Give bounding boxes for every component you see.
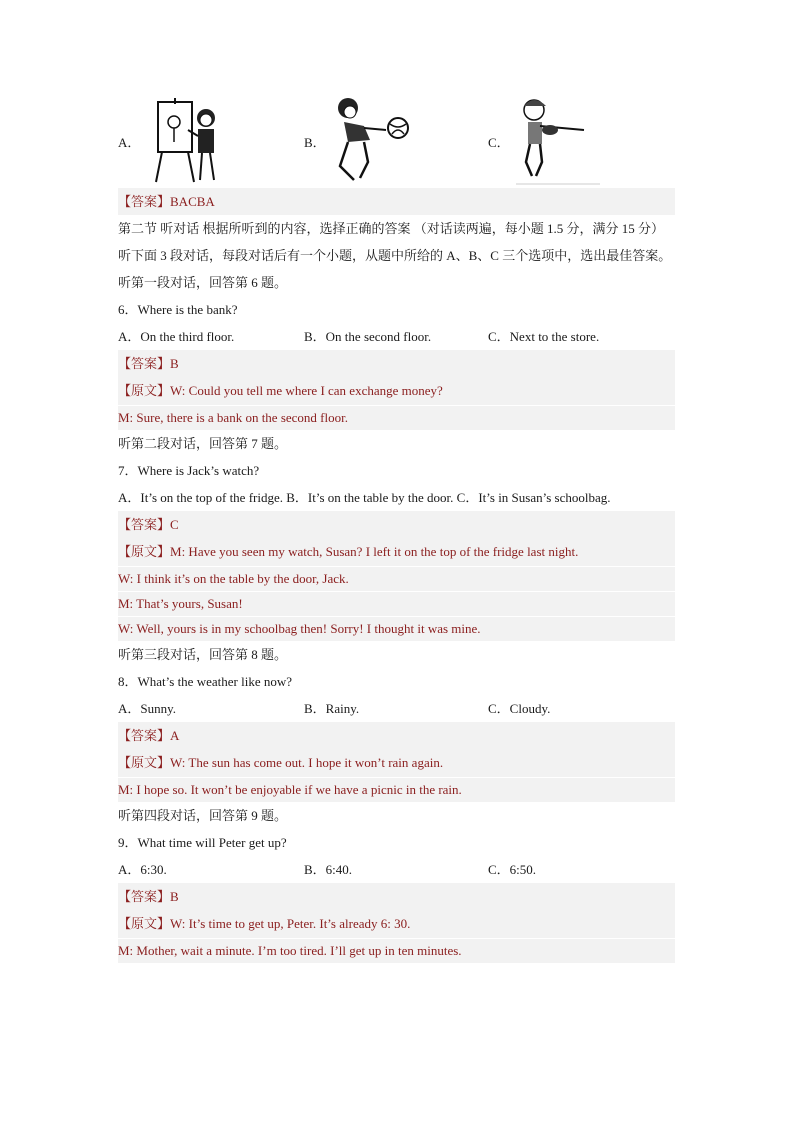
option-c: C．Cloudy. bbox=[488, 701, 551, 716]
dialogue3-intro: 听第三段对话，回答第 8 题。 bbox=[118, 647, 288, 662]
answer-tag: 【答案】 bbox=[118, 356, 171, 371]
transcript-q7 bbox=[118, 538, 675, 641]
question-6-options bbox=[118, 323, 675, 350]
transcript-tag: 【原文】 bbox=[118, 544, 171, 559]
transcript-q6 bbox=[118, 377, 675, 430]
dialogue4-intro: 听第四段对话，回答第 9 题。 bbox=[118, 808, 288, 823]
question-8-options bbox=[118, 695, 675, 722]
transcript-tag: 【原文】 bbox=[118, 383, 171, 398]
answer-block-q7 bbox=[118, 511, 675, 538]
transcript-tag: 【原文】 bbox=[118, 755, 171, 770]
transcript-q8 bbox=[118, 749, 675, 802]
painting-girl-picture bbox=[154, 96, 224, 184]
dialogue1-intro: 听第一段对话，回答第 6 题。 bbox=[118, 275, 288, 290]
option-a: A．Sunny. bbox=[118, 701, 177, 716]
transcript-line: 【原文】W: The sun has come out. I hope it won’t rain again. bbox=[118, 755, 444, 770]
answer-tag: 【答案】 bbox=[118, 194, 171, 209]
transcript-line: M: I hope so. It won’t be enjoyable if we have a picnic in the rain. bbox=[118, 777, 675, 802]
answer-block-q6 bbox=[118, 350, 675, 377]
transcript-line: W: I think it’s on the table by the door, Jack. bbox=[118, 566, 675, 591]
option-c-label: C． bbox=[488, 135, 510, 150]
option-a-label: A． bbox=[118, 135, 141, 150]
transcript-line: 【原文】M: Have you seen my watch, Susan? I left it on the top of the fridge last night. bbox=[118, 544, 579, 559]
question-7-options: A．It’s on the top of the fridge. B．It’s on the table by the door. C．It’s in Susan’s schoolbag. bbox=[118, 490, 611, 505]
question-8: 8．What’s the weather like now? bbox=[118, 674, 292, 689]
transcript-line: 【原文】W: Could you tell me where I can exchange money? bbox=[118, 383, 443, 398]
picture-options-row bbox=[118, 96, 675, 186]
answer-block-q9 bbox=[118, 883, 675, 910]
transcript-line: M: Sure, there is a bank on the second floor. bbox=[118, 405, 675, 430]
answer-text: C bbox=[170, 517, 179, 532]
answer-tag: 【答案】 bbox=[118, 728, 171, 743]
question-9-options bbox=[118, 856, 675, 883]
option-b: B．6:40. bbox=[304, 862, 353, 877]
section2-heading: 第二节 听对话 根据所听到的内容，选择正确的答案 （对话读两遍，每小题 1.5 分，满分 15 分） bbox=[118, 221, 665, 236]
answer-text: BACBA bbox=[170, 194, 215, 209]
transcript-line: M: Mother, wait a minute. I’m too tired. I’ll get up in ten minutes. bbox=[118, 938, 675, 963]
answer-text: B bbox=[170, 356, 179, 371]
transcript-line: 【原文】W: It’s time to get up, Peter. It’s already 6: 30. bbox=[118, 916, 411, 931]
violin-girl-picture bbox=[514, 96, 602, 186]
answer-text: A bbox=[170, 728, 180, 743]
question-7: 7．Where is Jack’s watch? bbox=[118, 463, 260, 478]
dialogue2-intro: 听第二段对话，回答第 7 题。 bbox=[118, 436, 288, 451]
option-a: A．6:30. bbox=[118, 862, 167, 877]
answer-block-q1-5 bbox=[118, 188, 675, 215]
volleyball-girl-picture bbox=[330, 96, 410, 184]
document-body bbox=[118, 96, 675, 963]
option-a: A．On the third floor. bbox=[118, 329, 235, 344]
answer-block-q8 bbox=[118, 722, 675, 749]
transcript-tag: 【原文】 bbox=[118, 916, 171, 931]
option-c: C．Next to the store. bbox=[488, 329, 600, 344]
question-6: 6．Where is the bank? bbox=[118, 302, 238, 317]
question-9: 9．What time will Peter get up? bbox=[118, 835, 287, 850]
option-b: B．On the second floor. bbox=[304, 329, 432, 344]
transcript-line: M: That’s yours, Susan! bbox=[118, 591, 675, 616]
section2-instruction: 听下面 3 段对话，每段对话后有一个小题，从题中所给的 A、B、C 三个选项中，选出最佳答案。 bbox=[118, 248, 672, 263]
answer-tag: 【答案】 bbox=[118, 889, 171, 904]
transcript-line: W: Well, yours is in my schoolbag then! Sorry! I thought it was mine. bbox=[118, 616, 675, 641]
option-c: C．6:50. bbox=[488, 862, 537, 877]
option-b: B．Rainy. bbox=[304, 701, 360, 716]
transcript-q9 bbox=[118, 910, 675, 963]
option-b-label: B． bbox=[304, 135, 326, 150]
answer-tag: 【答案】 bbox=[118, 517, 171, 532]
answer-text: B bbox=[170, 889, 179, 904]
